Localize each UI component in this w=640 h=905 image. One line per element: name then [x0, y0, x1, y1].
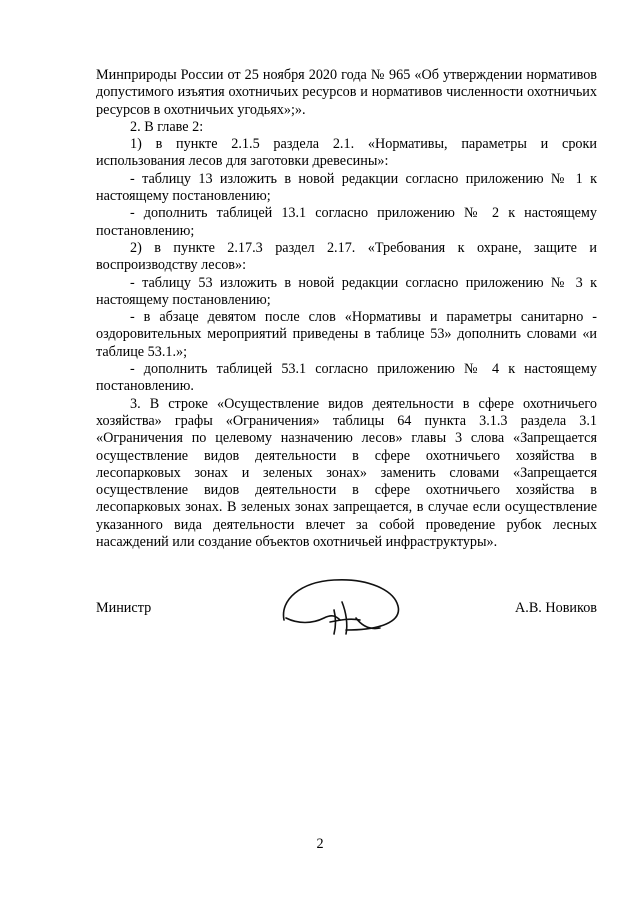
paragraph-intro: Минприроды России от 25 ноября 2020 года № 965 «Об утверждении нормативов допустимого изъятия охотничьих ресурсов и нормативов численности охотничьих ресурсов в охотничьих угодьях»;».	[96, 67, 597, 118]
paragraph-chapter-3: 3. В строке «Осуществление видов деятельности в сфере охотничьего хозяйства» графы «Ограничения» таблицы 64 пункта 3.1.3 раздела 3.1 «Ограничения по целевому назначению лесов» главы 3 слова «Запрещается осуществление видов деятельности в сфере охотничьего хозяйства в лесопарковых зонах и зеленых зонах» заменить словами «Запрещается осуществление видов деятельности в сфере охотничьего хозяйства в лесопарковых зонах. В зеленых зонах запрещается, в случае если осуществление указанного вида деятельности влечет за собой проведение рубок лесных насаждений или создание объектов охотничьей инфраструктуры».	[96, 395, 597, 551]
signature-block	[96, 572, 597, 652]
handwritten-signature	[276, 572, 416, 642]
signatory-name: А.В. Новиков	[515, 600, 597, 616]
document-body	[96, 67, 597, 551]
paragraph-item-2: 2) в пункте 2.17.3 раздел 2.17. «Требования к охране, защите и воспроизводству лесов»:	[96, 239, 597, 274]
page-number: 2	[316, 836, 324, 852]
paragraph-ninth-clause: - в абзаце девятом после слов «Нормативы и параметры санитарно - оздоровительных мероприятий приведены в таблице 53» дополнить словами «и таблице 53.1.»;	[96, 309, 597, 360]
paragraph-table-53-1: - дополнить таблицей 53.1 согласно приложению № 4 к настоящему постановлению.	[96, 361, 597, 395]
paragraph-chapter-2: 2. В главе 2:	[130, 118, 204, 135]
signatory-title: Министр	[96, 600, 152, 616]
paragraph-table-53: - таблицу 53 изложить в новой редакции согласно приложению № 3 к настоящему постановлению;	[96, 274, 597, 308]
paragraph-item-1: 1) в пункте 2.1.5 раздела 2.1. «Нормативы, параметры и сроки использования лесов для заготовки древесины»:	[96, 136, 597, 170]
paragraph-table-13-1: - дополнить таблицей 13.1 согласно приложению № 2 к настоящему постановлению;	[96, 205, 597, 239]
paragraph-table-13: - таблицу 13 изложить в новой редакции согласно приложению № 1 к настоящему постановлению;	[96, 170, 597, 205]
